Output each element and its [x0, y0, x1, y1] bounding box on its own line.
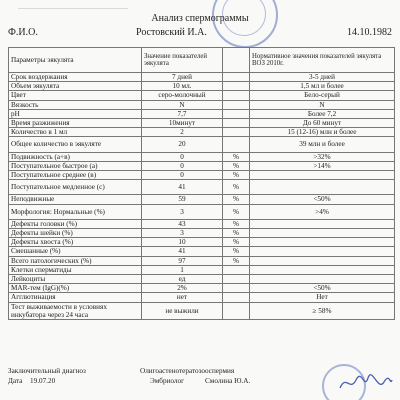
row-value: ед — [142, 275, 223, 284]
table-row — [9, 293, 395, 302]
row-param: Вязкость — [9, 100, 142, 109]
row-value: 10минут — [142, 119, 223, 128]
table-row — [9, 91, 395, 100]
row-unit: % — [223, 171, 250, 180]
row-norm: Нет — [250, 293, 395, 302]
row-unit — [223, 100, 250, 109]
table-row — [9, 265, 395, 274]
row-unit: % — [223, 161, 250, 170]
date-label: Дата — [8, 377, 23, 385]
row-value: 10 мл. — [142, 82, 223, 91]
row-norm: 3-5 дней — [250, 73, 395, 82]
row-value: не выжили — [142, 302, 223, 319]
diagnosis-label: Заключительный диагноз — [8, 367, 86, 375]
row-norm: 1,5 мл и более — [250, 82, 395, 91]
row-value: 0 — [142, 152, 223, 161]
row-value: 7,7 — [142, 109, 223, 118]
table-row — [9, 73, 395, 82]
table-row — [9, 284, 395, 293]
row-unit — [223, 119, 250, 128]
table-row — [9, 137, 395, 152]
row-value: 43 — [142, 219, 223, 228]
page-title: Анализ спермограммы — [151, 13, 249, 24]
row-value: серо-молочный — [142, 91, 223, 100]
row-norm: 39 млн и более — [250, 137, 395, 152]
table-row — [9, 302, 395, 319]
row-param: Тест выживаемости в условиях инкубатора через 24 часа — [9, 302, 142, 319]
row-unit: % — [223, 204, 250, 219]
row-param: Клетки сперматиды — [9, 265, 142, 274]
row-param: MAR-тем (IgG)(%) — [9, 284, 142, 293]
row-norm: 15 (12-16) млн и более — [250, 128, 395, 137]
row-param: Общее количество в эякуляте — [9, 137, 142, 152]
row-param: Поступательное быстрое (а) — [9, 161, 142, 170]
patient-name: Ростовский И.А. — [136, 27, 207, 38]
row-unit — [223, 109, 250, 118]
row-param: Цвет — [9, 91, 142, 100]
row-value: 59 — [142, 195, 223, 204]
row-param: Дефекты головки (%) — [9, 219, 142, 228]
row-norm: До 60 минут — [250, 119, 395, 128]
row-norm: >32% — [250, 152, 395, 161]
header-param: Параметры эякулята — [9, 48, 142, 73]
header-value: Значение показателей эякулята — [142, 48, 223, 73]
row-param: Поступательное медленное (с) — [9, 180, 142, 195]
row-value: 97 — [142, 256, 223, 265]
row-norm: >4% — [250, 204, 395, 219]
embryologist-label: Эмбриолог — [150, 377, 185, 385]
row-unit: % — [223, 238, 250, 247]
embryologist-name: Смолина Ю.А. — [205, 377, 251, 385]
row-unit — [223, 73, 250, 82]
row-unit: % — [223, 256, 250, 265]
row-norm: Бело-серый — [250, 91, 395, 100]
row-norm — [250, 247, 395, 256]
row-value: 10 — [142, 238, 223, 247]
row-param: Поступательное среднее (в) — [9, 171, 142, 180]
table-row — [9, 100, 395, 109]
row-norm — [250, 265, 395, 274]
header-unit — [223, 48, 250, 73]
table-row — [9, 256, 395, 265]
table-row — [9, 229, 395, 238]
row-value: 1 — [142, 265, 223, 274]
row-unit: % — [223, 195, 250, 204]
row-norm: <50% — [250, 284, 395, 293]
table-row — [9, 275, 395, 284]
table-row — [9, 82, 395, 91]
results-table — [8, 47, 395, 320]
table-row — [9, 204, 395, 219]
row-param: Количество в 1 мл — [9, 128, 142, 137]
row-unit — [223, 302, 250, 319]
row-unit — [223, 82, 250, 91]
row-value: 7 дней — [142, 73, 223, 82]
table-row — [9, 180, 395, 195]
row-norm: >14% — [250, 161, 395, 170]
row-unit — [223, 293, 250, 302]
table-row — [9, 195, 395, 204]
row-norm — [250, 180, 395, 195]
row-param: Объем эякулята — [9, 82, 142, 91]
row-param: Неподвижные — [9, 195, 142, 204]
row-param: Всего патологических (%) — [9, 256, 142, 265]
row-norm: N — [250, 100, 395, 109]
row-param: Срок воздержания — [9, 73, 142, 82]
row-value: N — [142, 100, 223, 109]
row-param: Агглютинация — [9, 293, 142, 302]
row-value: 3 — [142, 204, 223, 219]
table-row — [9, 247, 395, 256]
table-row — [9, 152, 395, 161]
row-value: 0 — [142, 161, 223, 170]
date-value: 19.07.20 — [30, 377, 56, 385]
row-unit — [223, 275, 250, 284]
row-unit: % — [223, 180, 250, 195]
row-param: Лейкоциты — [9, 275, 142, 284]
table-row — [9, 128, 395, 137]
row-param: Дефекты хвоста (%) — [9, 238, 142, 247]
row-unit — [223, 137, 250, 152]
table-row — [9, 161, 395, 170]
row-param: Морфология: Нормальные (%) — [9, 204, 142, 219]
table-row — [9, 219, 395, 228]
row-unit: % — [223, 247, 250, 256]
table-row — [9, 119, 395, 128]
row-param: Время разжижения — [9, 119, 142, 128]
signature-icon — [338, 370, 394, 396]
diagnosis-value: Олигоастенотератозооспермия — [140, 367, 235, 375]
row-param: Дефекты шейки (%) — [9, 229, 142, 238]
table-row — [9, 109, 395, 118]
birth-date: 14.10.1982 — [347, 27, 392, 38]
row-unit — [223, 91, 250, 100]
row-value: 41 — [142, 247, 223, 256]
row-unit: % — [223, 229, 250, 238]
row-value: 20 — [142, 137, 223, 152]
row-param: Подвижность (а+в) — [9, 152, 142, 161]
row-value: 3 — [142, 229, 223, 238]
row-value: 41 — [142, 180, 223, 195]
row-param: pH — [9, 109, 142, 118]
row-value: 2 — [142, 128, 223, 137]
row-value: 2% — [142, 284, 223, 293]
top-border-mark — [18, 0, 128, 9]
fio-label: Ф.И.О. — [8, 27, 38, 38]
header-norm: Нормативное значения показателей эякулята ВОЗ 2010г. — [250, 48, 395, 73]
row-value: 0 — [142, 171, 223, 180]
table-header-row — [9, 48, 395, 73]
table-row — [9, 238, 395, 247]
row-norm: ≥ 58% — [250, 302, 395, 319]
row-norm — [250, 219, 395, 228]
row-norm — [250, 275, 395, 284]
row-norm — [250, 229, 395, 238]
row-unit — [223, 284, 250, 293]
row-value: нет — [142, 293, 223, 302]
row-norm: Более 7,2 — [250, 109, 395, 118]
row-norm: <50% — [250, 195, 395, 204]
row-norm — [250, 256, 395, 265]
row-unit: % — [223, 152, 250, 161]
table-row — [9, 171, 395, 180]
row-unit: % — [223, 219, 250, 228]
row-unit — [223, 128, 250, 137]
row-param: Смешанные (%) — [9, 247, 142, 256]
row-unit — [223, 265, 250, 274]
row-norm — [250, 171, 395, 180]
row-norm — [250, 238, 395, 247]
